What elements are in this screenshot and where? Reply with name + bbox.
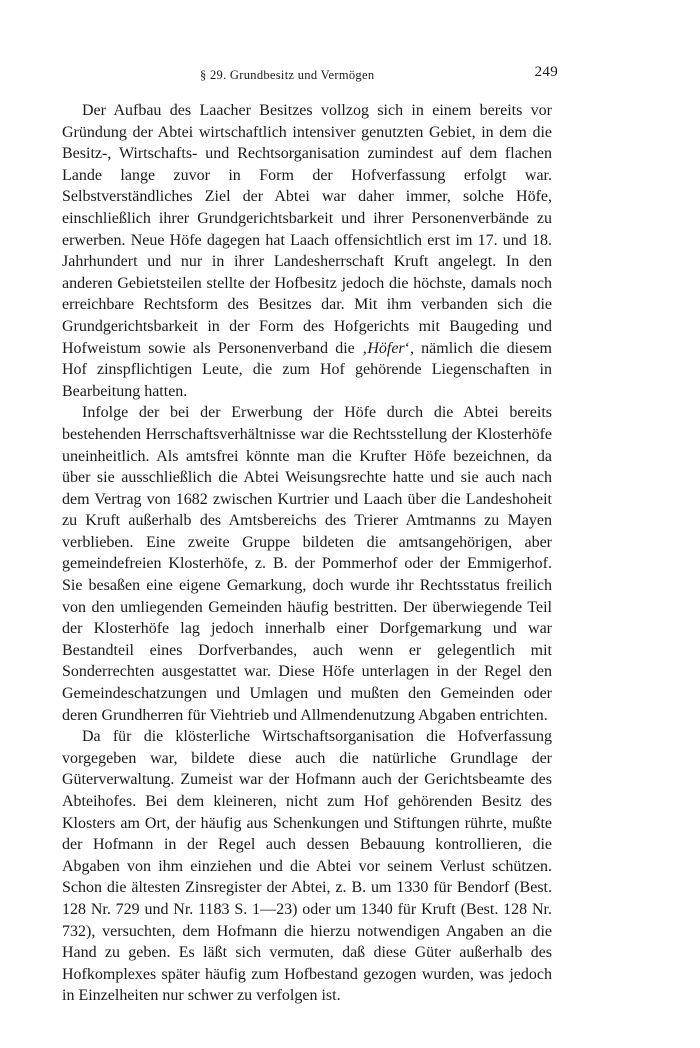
- italic-term-hoefer: Höfer: [367, 339, 405, 357]
- body-text: [62, 100, 552, 1007]
- paragraph-1-text-end: ‘, nämlich die diesem Hof zinspflichtigen Leute, die zum Hof gehörende Liegenschaften in Bearbeitung hatten.: [62, 339, 553, 400]
- running-head: [62, 60, 558, 86]
- paragraph-3: Da für die klösterliche Wirtschaftsorganisation die Hofverfassung vorgegeben war, bildete diese auch die natürliche Grundlage der Güterverwaltung. Zumeist war der Hofmann auch der Gerichtsbeamte des Abteihofes. Bei dem kleineren, nicht zum Hof gehörenden Besitz des Klosters am Ort, der häufig aus Schenkungen und Stiftungen rührte, mußte der Hofmann in der Regel auch dessen Bebauung kontrollieren, die Abgaben von ihm einziehen und die Abtei vor seinem Verlust schützen. Schon die ältesten Zinsregister der Abtei, z. B. um 1330 für Bendorf (Best. 128 Nr. 729 und Nr. 1183 S. 1—23) oder um 1340 für Kruft (Best. 128 Nr. 732), versuchten, dem Hofmann die hierzu notwendigen Angaben an die Hand zu geben. Es läßt sich vermuten, daß diese Güter außerhalb des Hofkomplexes später häufig zum Hofbestand gezogen wurden, was jedoch in Einzelheiten nur schwer zu verfolgen ist.: [62, 728, 552, 1005]
- paragraph-1-text: Der Aufbau des Laacher Besitzes vollzog sich in einem bereits vor Gründung der Abtei wirtschaftlich intensiver genutzten Gebiet, in dem die Besitz-, Wirtschafts- und Rechtsorganisation zumindest auf dem flachen Lande lange zuvor in Form der Hofverfassung erfolgt war. Selbstverständliches Ziel der Abtei war daher immer, solche Höfe, einschließlich ihrer Grundgerichtsbarkeit und ihrer Personenverbände zu erwerben. Neue Höfe dagegen hat Laach offensichtlich erst im 17. und 18. Jahrhundert und nur in ihrer Landesherrschaft Kruft angelegt. In den anderen Gebietsteilen stellte der Hofbesitz jedoch die höchste, damals noch erreichbare Rechtsform des Besitzes dar. Mit ihm verbanden sich die Grundgerichtsbarkeit in der Form des Hofgerichts mit Baugeding und Hofweistum sowie als Personenverband die ‚: [62, 102, 552, 357]
- page-number: 249: [534, 64, 558, 80]
- paragraph-2: Infolge der bei der Erwerbung der Höfe durch die Abtei bereits bestehenden Herrschaftsverhältnisse war die Rechtsstellung der Klosterhöfe uneinheitlich. Als amtsfrei könnte man die Krufter Höfe bezeichnen, da über sie ausschließlich die Abtei Weisungsrechte hatte und sie auch nach dem Vertrag von 1682 zwischen Kurtrier und Laach über die Landeshoheit zu Kruft außerhalb des Amtsbereichs des Trierer Amtmanns zu Mayen verblieben. Eine zweite Gruppe bildeten die amtsangehörigen, aber gemeindefreien Klosterhöfe, z. B. der Pommerhof oder der Emmigerhof. Sie besaßen eine eigene Gemarkung, doch wurde ihr Rechtsstatus freilich von den umliegenden Gemeinden häufig bestritten. Der überwiegende Teil der Klosterhöfe lag jedoch innerhalb einer Dorfgemarkung und war Bestandteil eines Dorfverbandes, auch wenn er gelegentlich mit Sonderrechten ausgestattet war. Diese Höfe unterlagen in der Regel den Gemeindeschatzungen und Umlagen und mußten den Gemeinden oder deren Grundherren für Viehtrieb und Allmendenutzung Abgaben entrichten.: [62, 404, 552, 724]
- book-page: [62, 60, 558, 1007]
- running-title: § 29. Grundbesitz und Vermögen: [200, 68, 375, 82]
- paragraph-1: [62, 100, 552, 402]
